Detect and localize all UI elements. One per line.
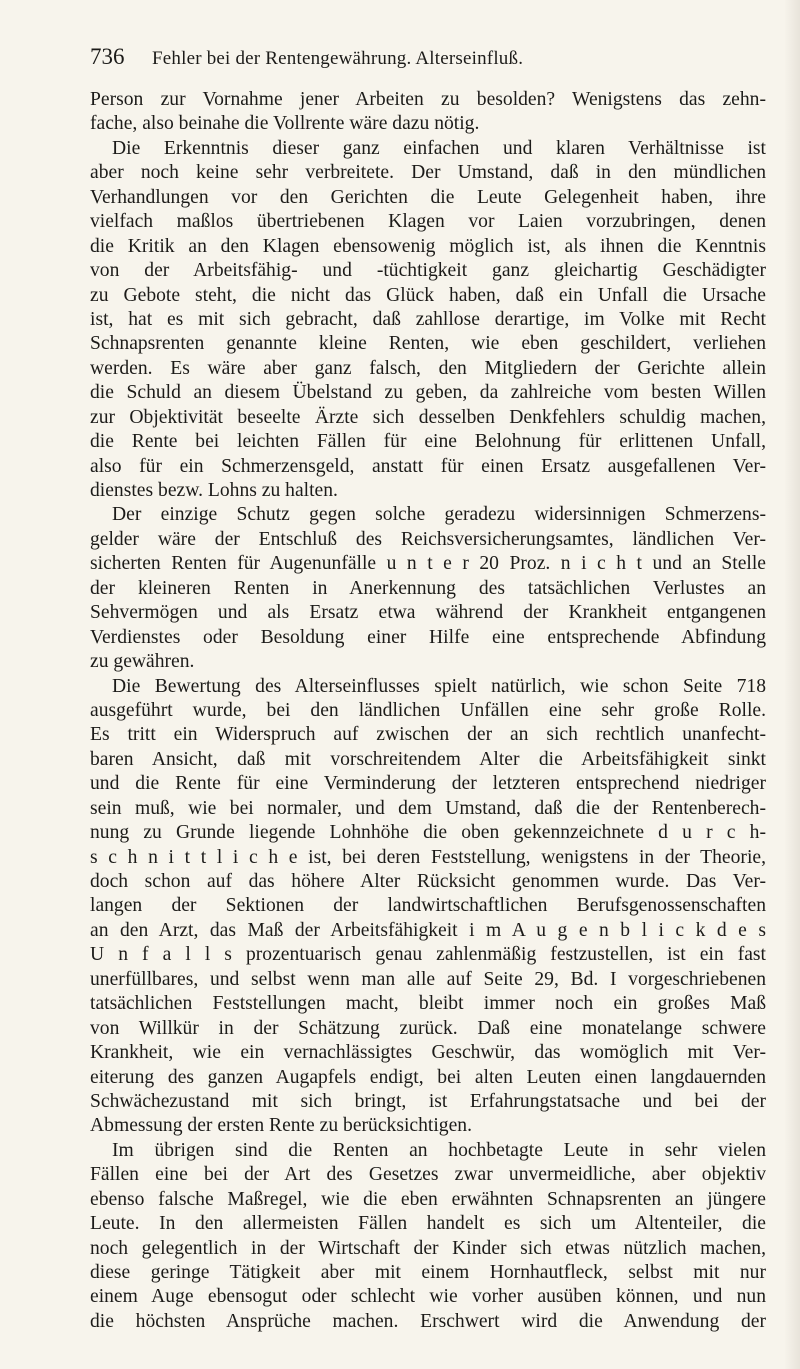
text-line: Im übrigen sind die Renten an hochbetagte Leute in sehr vielen <box>112 1139 766 1161</box>
text-line: Die Bewertung des Alterseinflusses spielt natürlich, wie schon Seite 718 <box>112 675 766 697</box>
text-line: tatsächlichen Feststellungen macht, bleibt immer noch ein großes Maß <box>90 993 766 1015</box>
text-line: zu Gebote steht, die nicht das Glück haben, daß ein Unfall die Ursache <box>90 284 766 306</box>
text-line: Abmessung der ersten Rente zu berücksichtigen. <box>90 1115 472 1137</box>
text-line: sicherten Renten für Augenunfälle u n t e r 20 Proz. n i c h t und an Stelle <box>90 553 766 575</box>
text-line: noch gelegentlich in der Wirtschaft der Kinder sich etwas nützlich machen, <box>90 1237 766 1259</box>
text-line: die Kritik an den Klagen ebensowenig möglich ist, als ihnen die Kenntnis <box>90 235 766 257</box>
text-line: sein muß, wie bei normaler, und dem Umstand, daß die der Rentenberech- <box>90 797 766 819</box>
text-line: die Schuld an diesem Übelstand zu geben, da zahlreiche vom besten Willen <box>90 382 766 404</box>
text-line: zu gewähren. <box>90 651 195 673</box>
text-line: und die Rente für eine Verminderung der letzteren entsprechend niedriger <box>90 773 766 795</box>
text-line: von der Arbeitsfähig- und -tüchtigkeit ganz gleichartig Geschädigter <box>90 260 766 282</box>
text-line: diese geringe Tätigkeit aber mit einem Hornhautfleck, selbst mit nur <box>90 1262 766 1283</box>
text-line: Schwächezustand mit sich bringt, ist Erfahrungstatsache und bei der <box>90 1090 766 1112</box>
text-line: also für ein Schmerzensgeld, anstatt für einen Ersatz ausgefallenen Ver- <box>90 455 766 477</box>
text-line: nung zu Grunde liegende Lohnhöhe die oben gekennzeichnete d u r c h- <box>90 822 766 844</box>
text-line: dienstes bezw. Lohns zu halten. <box>90 480 338 501</box>
text-line: eiterung des ganzen Augapfels endigt, bei alten Leuten einen langdauernden <box>90 1066 766 1088</box>
text-line: Verhandlungen vor den Gerichten die Leute Gelegenheit haben, ihre <box>90 186 766 208</box>
text-line: werden. Es wäre aber ganz falsch, den Mitgliedern der Gerichte allein <box>90 357 766 379</box>
text-line: die Rente bei leichten Fällen für eine Belohnung für erlittenen Unfall, <box>90 431 766 453</box>
text-line: Fällen eine bei der Art des Gesetzes zwar unvermeidliche, aber objektiv <box>90 1164 766 1186</box>
text-line: ausgeführt wurde, bei den ländlichen Unfällen eine sehr große Rolle. <box>90 699 766 721</box>
text-line: Krankheit, wie ein vernachlässigtes Geschwür, das womöglich mit Ver- <box>90 1042 766 1064</box>
text-line: doch schon auf das höhere Alter Rücksicht genommen wurde. Das Ver- <box>90 871 766 892</box>
text-line: an den Arzt, das Maß der Arbeitsfähigkeit i m A u g e n b l i c k d e s <box>90 919 766 941</box>
text-line: U n f a l l s prozentuarisch genau zahlenmäßig festzustellen, ist ein fast <box>90 944 766 966</box>
body-text <box>90 88 766 1334</box>
text-line: Person zur Vornahme jener Arbeiten zu besolden? Wenigstens das zehn- <box>90 89 766 110</box>
text-line: Es tritt ein Widerspruch auf zwischen der an sich rechtlich unanfecht- <box>90 724 766 746</box>
text-line: unerfüllbares, und selbst wenn man alle auf Seite 29, Bd. I vorgeschriebenen <box>90 968 766 990</box>
page-edge-shadow <box>784 0 800 1369</box>
text-line: Die Erkenntnis dieser ganz einfachen und klaren Verhältnisse ist <box>112 137 766 159</box>
text-line: zur Objektivität beseelte Ärzte sich desselben Denkfehlers schuldig machen, <box>90 406 766 428</box>
text-line: Verdienstes oder Besoldung einer Hilfe eine entsprechende Abfindung <box>90 626 766 648</box>
text-line: Sehvermögen und als Ersatz etwa während der Krankheit entgangenen <box>90 602 766 624</box>
text-line: baren Ansicht, daß mit vorschreitendem Alter die Arbeitsfähigkeit sinkt <box>90 748 766 770</box>
text-line: der kleineren Renten in Anerkennung des tatsächlichen Verlustes an <box>90 577 766 599</box>
text-line: ist, hat es mit sich gebracht, daß zahllose derartige, im Volke mit Recht <box>90 308 766 330</box>
running-head <box>90 44 766 84</box>
text-line: s c h n i t t l i c h e ist, bei deren Feststellung, wenigstens in der Theorie, <box>90 846 766 868</box>
text-line: gelder wäre der Entschluß des Reichsversicherungsamtes, ländlichen Ver- <box>90 528 766 550</box>
text-line: Schnapsrenten genannte kleine Renten, wie eben geschildert, verliehen <box>90 333 766 355</box>
text-line: aber noch keine sehr verbreitete. Der Umstand, daß in den mündlichen <box>90 162 766 184</box>
text-line: ebenso falsche Maßregel, wie die eben erwähnten Schnapsrenten an jüngere <box>90 1188 766 1210</box>
text-line: Leute. In den allermeisten Fällen handelt es sich um Altenteiler, die <box>90 1213 766 1235</box>
text-line: langen der Sektionen der landwirtschaftlichen Berufsgenossenschaften <box>90 895 766 917</box>
text-line: Der einzige Schutz gegen solche geradezu widersinnigen Schmerzens- <box>112 504 766 526</box>
running-head-title: Fehler bei der Rentengewährung. Alterseinfluß. <box>152 48 524 69</box>
text-line: von Willkür in der Schätzung zurück. Daß eine monatelange schwere <box>90 1017 766 1039</box>
text-line: vielfach maßlos übertriebenen Klagen vor Laien vorzubringen, denen <box>90 211 766 233</box>
text-line: die höchsten Ansprüche machen. Erschwert wird die Anwendung der <box>90 1310 766 1332</box>
page-number: 736 <box>90 44 125 69</box>
text-line: einem Auge ebensogut oder schlecht wie vorher ausüben können, und nun <box>90 1286 766 1308</box>
text-line: fache, also beinahe die Vollrente wäre dazu nötig. <box>90 113 480 135</box>
